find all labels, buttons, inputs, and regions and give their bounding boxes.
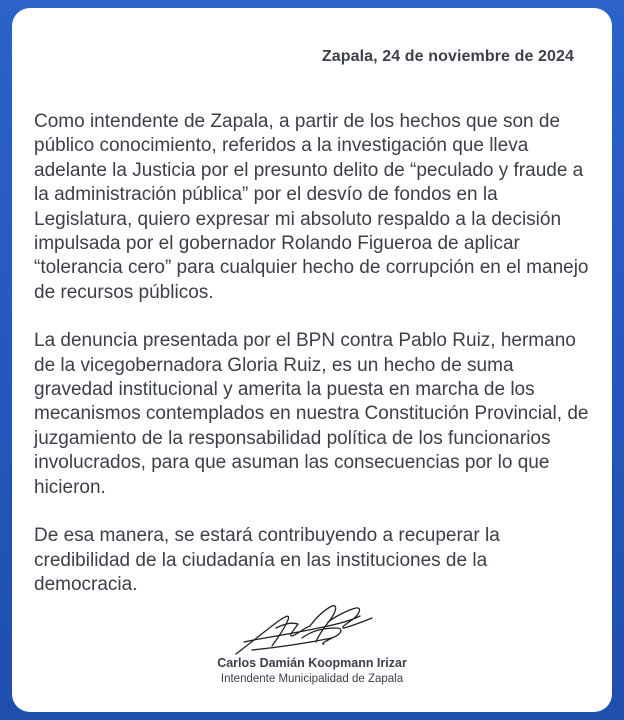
paragraph-3: De esa manera, se estará contribuyendo a recuperar la credibilidad de la ciudadanía en las instituciones de la democracia. <box>34 525 500 595</box>
signatory-title: Intendente Municipalidad de Zapala <box>220 673 404 685</box>
handwritten-signature <box>232 598 382 662</box>
signatory-name: Carlos Damián Koopmann Irizar <box>217 656 407 670</box>
letter-card <box>12 8 612 712</box>
paragraph-2: La denuncia presentada por el BPN contra Pablo Ruiz, hermano de la vicegobernadora Gloria Ruiz, es un hecho de suma gravedad institucional y amerita la puesta en marcha de los mecanismos contemplados en nuestra Constitución Provincial, de juzgamiento de la responsabilidad política de los funcionarios involucrados, para que asuman las consecuencias por lo que hicieron. <box>34 330 589 498</box>
paragraph-1: Como intendente de Zapala, a partir de los hechos que son de público conocimiento, referidos a la investigación que lleva adelante la Justicia por el presunto delito de “peculado y fraude a la administración pública” por el desvío de fondos en la Legislatura, quiero expresar mi absoluto respaldo a la decisión impulsada por el gobernador Rolando Figueroa de aplicar “tolerancia cero” para cualquier hecho de corrupción en el manejo de recursos públicos. <box>34 111 589 303</box>
letter-date: Zapala, 24 de noviembre de 2024 <box>321 48 574 65</box>
letter-body <box>34 110 594 621</box>
